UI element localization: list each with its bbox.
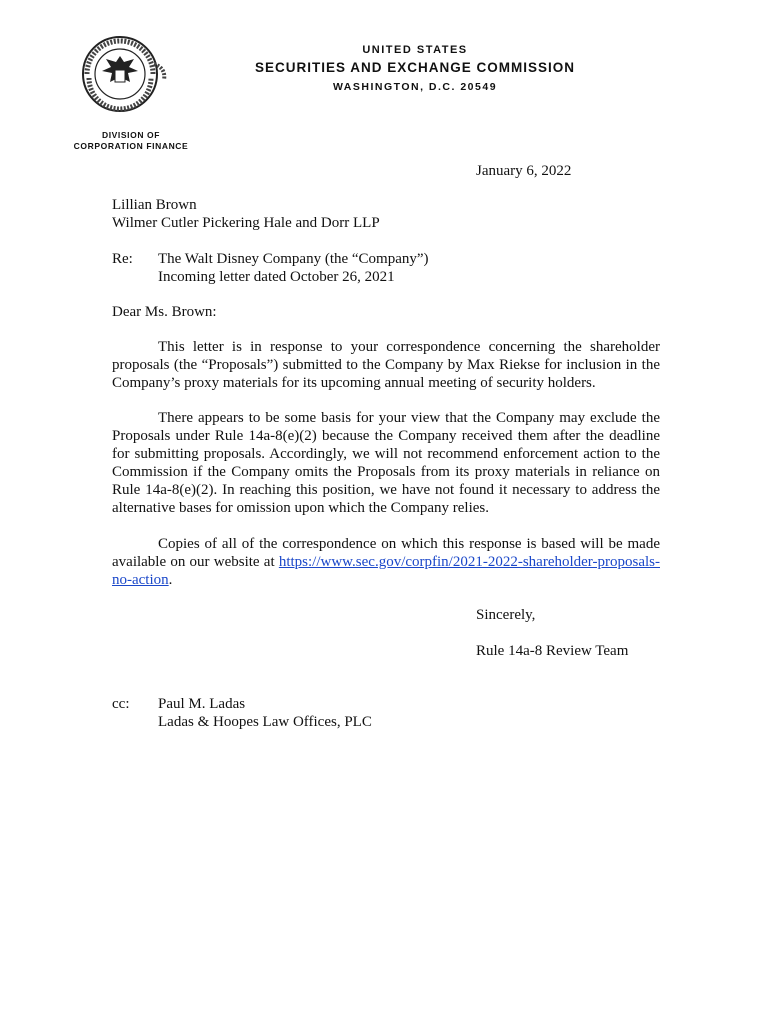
- closing: Sincerely,: [476, 607, 536, 623]
- cc-name: Paul M. Ladas: [158, 696, 246, 712]
- signature: Rule 14a-8 Review Team: [476, 643, 629, 659]
- division-name: [66, 130, 196, 152]
- paragraph-2-text: There appears to be some basis for your view that the Company may exclude the Proposals under Rule 14a-8(e)(2) because the Company received them after the deadline for submitting proposals. Accordingly, we will not recommend enforcement action to the Commission if the Company omits the Proposals from its proxy materials in reliance on Rule 14a-8(e)(2). In reaching this position, we have not found it necessary to address the alternative bases for omission upon which the Company relies.: [112, 410, 660, 516]
- re-line1: The Walt Disney Company (the “Company”): [158, 251, 429, 267]
- recipient-firm: Wilmer Cutler Pickering Hale and Dorr LLP: [112, 215, 380, 231]
- cc-recipient: [158, 695, 372, 731]
- agency-line1: UNITED STATES: [362, 44, 468, 56]
- cc-firm: Ladas & Hoopes Law Offices, PLC: [158, 714, 372, 730]
- paragraph-2: [112, 409, 660, 517]
- agency-line2: SECURITIES AND EXCHANGE COMMISSION: [254, 60, 576, 75]
- salutation: Dear Ms. Brown:: [112, 304, 217, 320]
- cc-label: cc:: [112, 696, 130, 712]
- agency-header: [240, 44, 590, 93]
- sec-seal-icon: [80, 34, 176, 114]
- division-line2: CORPORATION FINANCE: [73, 141, 189, 151]
- paragraph-1: [112, 338, 660, 392]
- re-label: Re:: [112, 251, 133, 267]
- recipient-address: [112, 196, 380, 232]
- re-line2: Incoming letter dated October 26, 2021: [158, 269, 395, 285]
- letter-date: January 6, 2022: [476, 163, 572, 179]
- re-subject: [158, 250, 429, 286]
- agency-line3: WASHINGTON, D.C. 20549: [332, 81, 498, 93]
- paragraph-3-end: .: [168, 572, 173, 588]
- division-line1: DIVISION OF: [101, 130, 161, 140]
- recipient-name: Lillian Brown: [112, 197, 197, 213]
- paragraph-3: [112, 535, 660, 589]
- paragraph-1-text: This letter is in response to your correspondence concerning the shareholder proposals (the “Proposals”) submitted to the Company by Max Riekse for inclusion in the Company’s proxy materials for its upcoming annual meeting of security holders.: [112, 339, 660, 391]
- no-action-link[interactable]: https://www.sec.gov/corpfin/2021-2022-shareholder-proposals-no-action: [112, 554, 660, 588]
- paragraph-3-text: Copies of all of the correspondence on which this response is based will be made available on our website at: [112, 536, 660, 570]
